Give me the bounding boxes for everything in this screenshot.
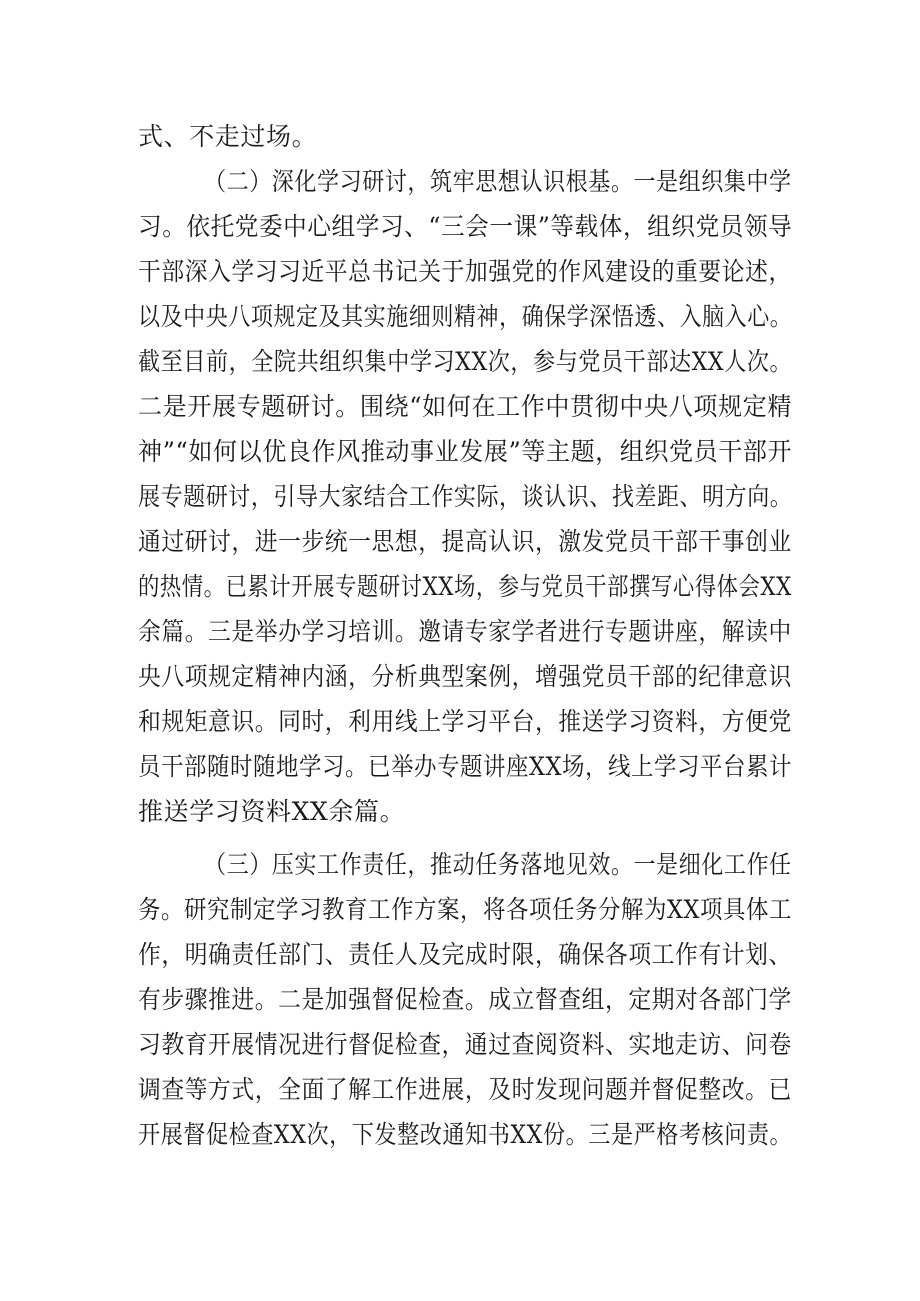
text-line: 央八项规定精神内涵，分析典型案例，增强党员干部的纪律意识	[138, 662, 792, 691]
text-line: 以及中央八项规定及其实施细则精神，确保学深悟透、入脑入心。	[138, 302, 793, 331]
text-line: 开展督促检查XX次，下发整改通知书XX份。三是严格考核问责。	[138, 1120, 793, 1149]
text-line: 习教育开展情况进行督促检查，通过查阅资料、实地走访、问卷	[138, 1030, 792, 1059]
text-line: 式、不走过场。	[138, 122, 318, 151]
text-line: 务。研究制定学习教育工作方案，将各项任务分解为XX项具体工	[138, 895, 793, 924]
section-heading-line: （二）深化学习研讨，筑牢思想认识根基。一是组织集中学	[204, 167, 792, 196]
text-line: 截至目前，全院共组织集中学习XX次，参与党员干部达XX人次。	[138, 347, 793, 376]
text-line: 余篇。三是举办学习培训。邀请专家学者进行专题讲座，解读中	[138, 617, 792, 646]
text-line: 神”“如何以优良作风推动事业发展”等主题，组织党员干部开	[138, 437, 793, 466]
text-line: 推送学习资料XX余篇。	[138, 797, 406, 826]
text-line: 展专题研讨，引导大家结合工作实际，谈认识、找差距、明方向。	[138, 482, 793, 511]
text-line: 员干部随时随地学习。已举办专题讲座XX场，线上学习平台累计	[138, 752, 793, 781]
text-line: 二是开展专题研讨。围绕“如何在工作中贯彻中央八项规定精	[138, 392, 792, 421]
text-line: 作，明确责任部门、责任人及完成时限，确保各项工作有计划、	[138, 940, 792, 969]
text-line: 有步骤推进。二是加强督促检查。成立督查组，定期对各部门学	[138, 985, 792, 1014]
text-line: 干部深入学习习近平总书记关于加强党的作风建设的重要论述，	[138, 257, 792, 286]
text-line: 通过研讨，进一步统一思想，提高认识，激发党员干部干事创业	[138, 527, 792, 556]
text-line: 和规矩意识。同时，利用线上学习平台，推送学习资料，方便党	[138, 707, 792, 736]
section-heading-line: （三）压实工作责任，推动任务落地见效。一是细化工作任	[204, 850, 792, 879]
text-line: 的热情。已累计开展专题研讨XX场，参与党员干部撰写心得体会XX	[138, 572, 792, 601]
text-line: 习。依托党委中心组学习、“三会一课”等载体，组织党员领导	[138, 212, 793, 241]
text-line: 调查等方式，全面了解工作进展，及时发现问题并督促整改。已	[138, 1075, 792, 1104]
